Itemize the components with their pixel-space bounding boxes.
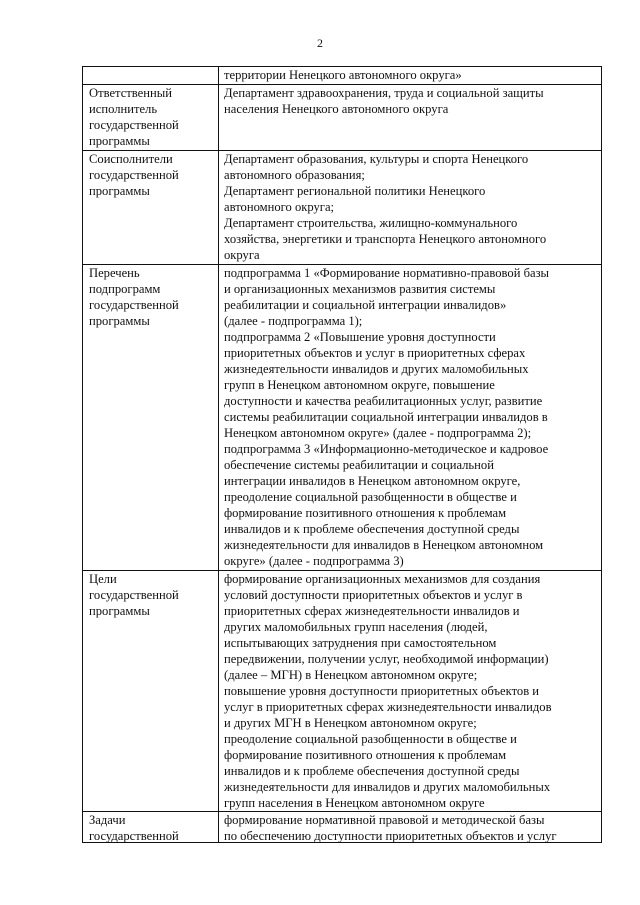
row-label-line: государственной: [89, 118, 179, 132]
row-content-line: Департамент здравоохранения, труда и социальной защиты: [224, 86, 544, 100]
row-content-line: Департамент образования, культуры и спорта Ненецкого: [224, 152, 529, 166]
row-label-cell: [89, 151, 213, 199]
row-content-cell: [224, 812, 598, 844]
row-content-line: преодоление социальной разобщенности в обществе и: [224, 732, 517, 746]
row-content-line: инвалидов и к проблеме обеспечения доступной среды: [224, 764, 520, 778]
row-label-line: Ответственный: [89, 86, 172, 100]
row-label-cell: [89, 85, 213, 149]
row-content-line: жизнедеятельности для инвалидов и других маломобильных: [224, 780, 551, 794]
table-row: [83, 811, 601, 844]
row-label-line: программы: [89, 134, 150, 148]
row-content-line: формирование позитивного отношения к проблемам: [224, 506, 507, 520]
row-content-line: формирование организационных механизмов для создания: [224, 572, 541, 586]
row-content-line: автономного округа;: [224, 200, 335, 214]
row-content-cell: [224, 571, 598, 811]
table-row: [83, 84, 601, 150]
row-content-line: реабилитации и социальной интеграции инвалидов»: [224, 298, 507, 312]
row-content-line: групп в Ненецком автономном округе, повышение: [224, 378, 495, 392]
row-content-line: хозяйства, энергетики и транспорта Ненецкого автономного: [224, 232, 547, 246]
row-content-line: территории Ненецкого автономного округа»: [224, 68, 462, 82]
row-content-line: и организационных механизмов развития системы: [224, 282, 496, 296]
row-label-line: Соисполнители: [89, 152, 173, 166]
row-label-line: программы: [89, 604, 150, 618]
row-content-line: подпрограмма 1 «Формирование нормативно-правовой базы: [224, 266, 550, 280]
row-content-line: Департамент региональной политики Ненецкого: [224, 184, 486, 198]
row-content-line: повышение уровня доступности приоритетных объектов и: [224, 684, 540, 698]
program-passport-table: [82, 66, 602, 843]
row-content-cell: [224, 151, 598, 263]
row-content-line: автономного образования;: [224, 168, 365, 182]
row-content-line: условий доступности приоритетных объектов и услуг в: [224, 588, 523, 602]
row-label-line: исполнитель: [89, 102, 158, 116]
table-row: [83, 67, 601, 84]
page-number: 2: [317, 36, 323, 50]
row-content-line: услуг в приоритетных сферах жизнедеятельности инвалидов: [224, 700, 552, 714]
row-content-line: Ненецком автономном округе» (далее - подпрограмма 2);: [224, 426, 532, 440]
row-content-line: формирование нормативной правовой и методической базы: [224, 813, 545, 827]
row-content-line: (далее – МГН) в Ненецком автономном округе;: [224, 668, 478, 682]
row-content-line: других маломобильных групп населения (людей,: [224, 620, 488, 634]
row-label-line: подпрограмм: [89, 282, 161, 296]
row-label-line: программы: [89, 314, 150, 328]
row-content-line: интеграции инвалидов в Ненецком автономном округе,: [224, 474, 521, 488]
row-content-line: обеспечение системы реабилитации и социальной: [224, 458, 494, 472]
row-content-line: Департамент строительства, жилищно-коммунального: [224, 216, 518, 230]
row-content-line: системы реабилитации социальной интеграции инвалидов в: [224, 410, 548, 424]
row-label-line: Цели: [89, 572, 117, 586]
row-content-line: округе» (далее - подпрограмма 3): [224, 554, 404, 568]
row-content-line: подпрограмма 2 «Повышение уровня доступности: [224, 330, 496, 344]
row-label-line: государственной: [89, 829, 179, 843]
row-content-line: доступности и качества реабилитационных услуг, развитие: [224, 394, 543, 408]
table-row: [83, 264, 601, 570]
row-content-line: подпрограмма 3 «Информационно-методическое и кадровое: [224, 442, 549, 456]
row-label-line: программы: [89, 184, 150, 198]
row-label-cell: [89, 571, 213, 619]
row-label-cell: [89, 812, 213, 844]
row-label-line: государственной: [89, 168, 179, 182]
row-content-line: испытывающих затруднения при самостоятельном: [224, 636, 497, 650]
row-label-line: Перечень: [89, 266, 140, 280]
row-content-line: округа: [224, 248, 260, 262]
row-content-line: формирование позитивного отношения к проблемам: [224, 748, 507, 762]
row-content-line: приоритетных объектов и услуг в приоритетных сферах: [224, 346, 526, 360]
row-content-line: жизнедеятельности инвалидов и других маломобильных: [224, 362, 529, 376]
row-content-line: по обеспечению доступности приоритетных объектов и услуг: [224, 829, 557, 843]
row-content-cell: [224, 265, 598, 569]
row-content-line: групп населения в Ненецком автономном округе: [224, 796, 485, 810]
row-content-cell: [224, 67, 598, 83]
row-label-line: государственной: [89, 298, 179, 312]
row-content-line: инвалидов и к проблеме обеспечения доступной среды: [224, 522, 520, 536]
row-content-cell: [224, 85, 598, 117]
row-label-line: Задачи: [89, 813, 126, 827]
table-row: [83, 570, 601, 811]
row-content-line: (далее - подпрограмма 1);: [224, 314, 363, 328]
row-content-line: населения Ненецкого автономного округа: [224, 102, 449, 116]
row-content-line: передвижении, получении услуг, необходимой информации): [224, 652, 549, 666]
row-content-line: преодоление социальной разобщенности в обществе и: [224, 490, 517, 504]
row-label-cell: [89, 265, 213, 329]
row-content-line: жизнедеятельности для инвалидов в Ненецком автономном: [224, 538, 544, 552]
table-row: [83, 150, 601, 264]
row-label-line: государственной: [89, 588, 179, 602]
row-content-line: и других МГН в Ненецком автономном округе;: [224, 716, 477, 730]
row-content-line: приоритетных сферах жизнедеятельности инвалидов и: [224, 604, 520, 618]
